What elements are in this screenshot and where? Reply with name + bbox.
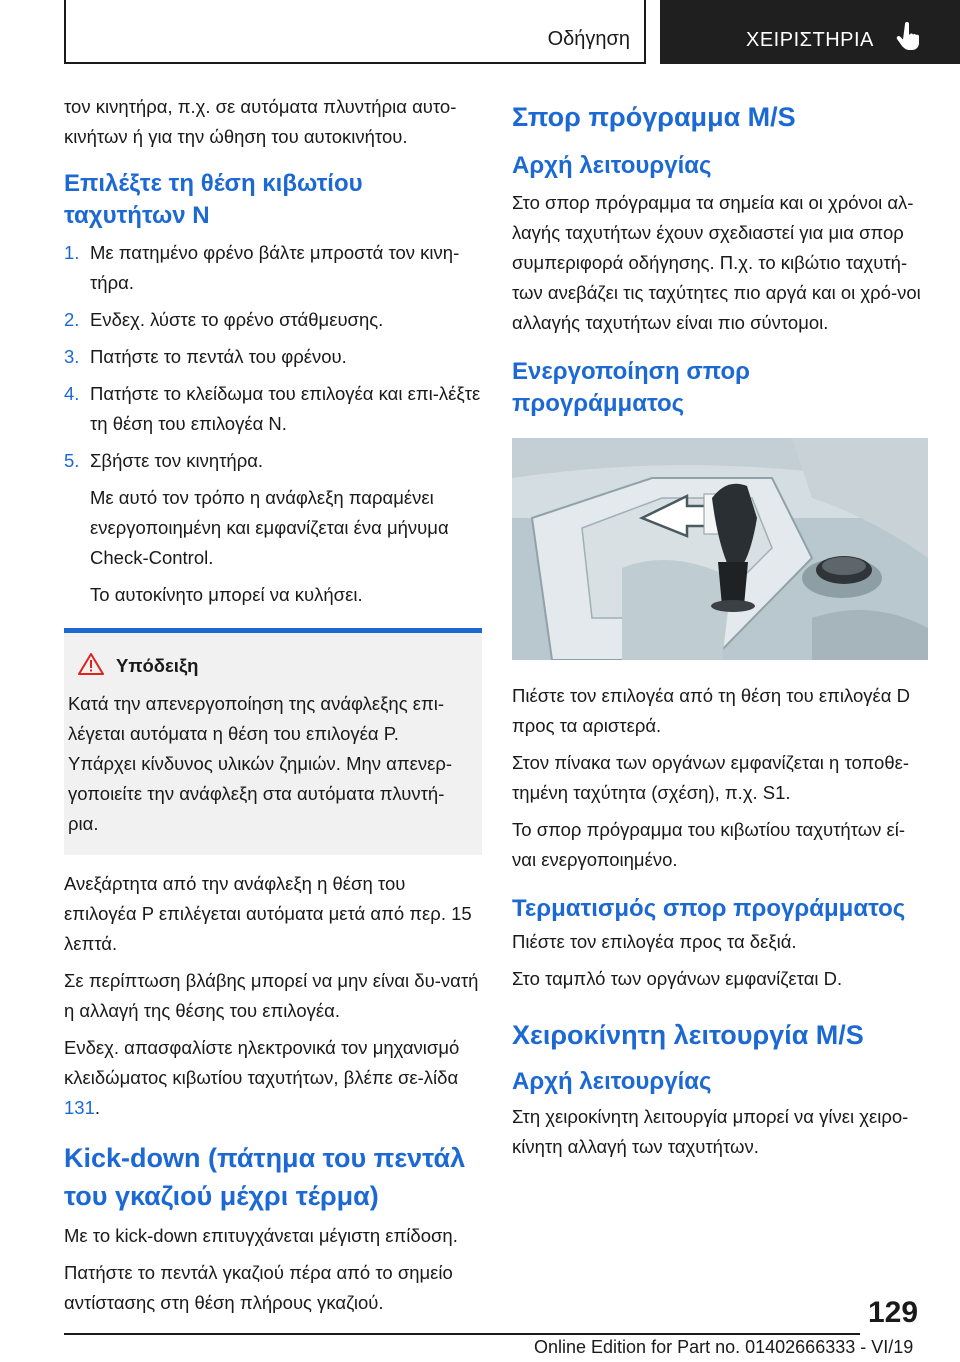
gear-selector-illustration (512, 438, 928, 660)
subheading-principle: Αρχή λειτουργίας (512, 152, 712, 179)
step5-note-ignition: Με αυτό τον τρόπο η ανάφλεξη παραμένει ενεργοποιημένη και εμφανίζεται ένα μήνυμα Check-Control. (90, 487, 449, 568)
hand-pointer-icon (896, 22, 922, 52)
header-chapter-label: ΧΕΙΡΙΣΤΗΡΙΑ (746, 29, 874, 51)
footer-divider (64, 1333, 860, 1335)
footer-edition: Online Edition for Part no. 01402666333 - VI/19 (534, 1337, 914, 1357)
sport-text: Στο σπορ πρόγραμμα τα σημεία και οι χρόνοι αλ-λαγής ταχυτήτων έχουν σχεδιαστεί για μια σπορ συμπεριφορά οδήγησης. Π.χ. το κιβώτιο ταχυτή-των ανεβάζει τις ταχύτητες πιο αργά και οι χρό-νοι αλλαγής ταχυτήτων είναι πιο σύντομοι. (512, 192, 921, 333)
subheading-activate-sport: Ενεργοποίηση σπορ προγράμματος (512, 358, 751, 417)
step5-note-roll: Το αυτοκίνητο μπορεί να κυλήσει. (90, 584, 363, 605)
page-number: 129 (868, 1296, 919, 1329)
list-item: 1. Με πατημένο φρένο βάλτε μπροστά τον κινη-τήρα. (64, 242, 460, 293)
kickdown-para-1: Με το kick-down επιτυγχάνεται μέγιστη επίδοση. (64, 1225, 458, 1246)
subheading-end-sport: Τερματισμός σπορ προγράμματος (512, 895, 906, 922)
para-unlock: Ενδεχ. απασφαλίστε ηλεκτρονικά τον μηχανισμό κλειδώματος κιβωτίου ταχυτήτων, βλέπε σε-λίδα 131. (64, 1037, 460, 1118)
steps-list (64, 238, 482, 476)
kickdown-para-2: Πατήστε το πεντάλ γκαζιού πέρα από το σημείο αντίστασης στη θέση πλήρους γκαζιού. (64, 1262, 453, 1313)
activate-para-2: Στον πίνακα των οργάνων εμφανίζεται η τοποθε-τημένη ταχύτητα (σχέση), π.χ. S1. (512, 752, 910, 803)
warning-title: Υπόδειξη (116, 655, 199, 676)
activate-para-3: Το σπορ πρόγραμμα του κιβωτίου ταχυτήτων εί-ναι ενεργοποιημένο. (512, 819, 906, 870)
left-column (64, 92, 482, 1318)
list-item: 4. Πατήστε το κλείδωμα του επιλογέα και επι-λέξτε τη θέση του επιλογέα N. (64, 383, 481, 434)
activate-para-1: Πιέστε τον επιλογέα από τη θέση του επιλογέα D προς τα αριστερά. (512, 685, 910, 736)
manual-text: Στη χειροκίνητη λειτουργία μπορεί να γίνει χειρο-κίνητη αλλαγή των ταχυτήτων. (512, 1106, 909, 1157)
end-para-1: Πιέστε τον επιλογέα προς τα δεξιά. (512, 931, 797, 952)
warning-triangle-icon (78, 653, 104, 675)
end-para-2: Στο ταμπλό των οργάνων εμφανίζεται D. (512, 968, 843, 989)
heading-sport-program: Σπορ πρόγραμμα M/S (512, 102, 796, 132)
subheading-principle-2: Αρχή λειτουργίας (512, 1068, 712, 1095)
list-item: 5. Σβήστε τον κινητήρα. (64, 450, 264, 471)
para-auto-park: Ανεξάρτητα από την ανάφλεξη η θέση του επιλογέα P επιλέγεται αυτόματα μετά από περ. 15 λεπτά. (64, 873, 472, 954)
para-fault: Σε περίπτωση βλάβης μπορεί να μην είναι δυ-νατή η αλλαγή της θέσης του επιλογέα. (64, 970, 479, 1021)
list-item: 2. Ενδεχ. λύστε το φρένο στάθμευσης. (64, 309, 384, 330)
warning-text: Κατά την απενεργοποίηση της ανάφλεξης επι-λέγεται αυτόματα η θέση του επιλογέα P. Υπάρχει κίνδυνος υλικών ζημιών. Μην απενερ-γοποιείτε την ανάφλεξη στα αυτόματα πλυντή-ρια. (68, 693, 453, 834)
header-section-tab (64, 0, 646, 64)
header-chapter-tab (660, 0, 960, 64)
heading-kickdown: Kick-down (πάτημα του πεντάλ του γκαζιού μέχρι τέρμα) (64, 1143, 466, 1211)
warning-box (64, 628, 482, 855)
heading-neutral-position: Επιλέξτε τη θέση κιβωτίου ταχυτήτων N (64, 170, 363, 229)
page-reference-link[interactable]: 131 (64, 1097, 95, 1118)
list-item: 3. Πατήστε το πεντάλ του φρένου. (64, 346, 347, 367)
header-section-label: Οδήγηση (547, 28, 630, 50)
heading-manual-mode: Χειροκίνητη λειτουργία M/S (512, 1020, 864, 1050)
intro-paragraph: τον κινητήρα, π.χ. σε αυτόματα πλυντήρια αυτο-κινήτων ή για την ώθηση του αυτοκινήτου. (64, 96, 457, 147)
right-column (512, 98, 928, 1162)
